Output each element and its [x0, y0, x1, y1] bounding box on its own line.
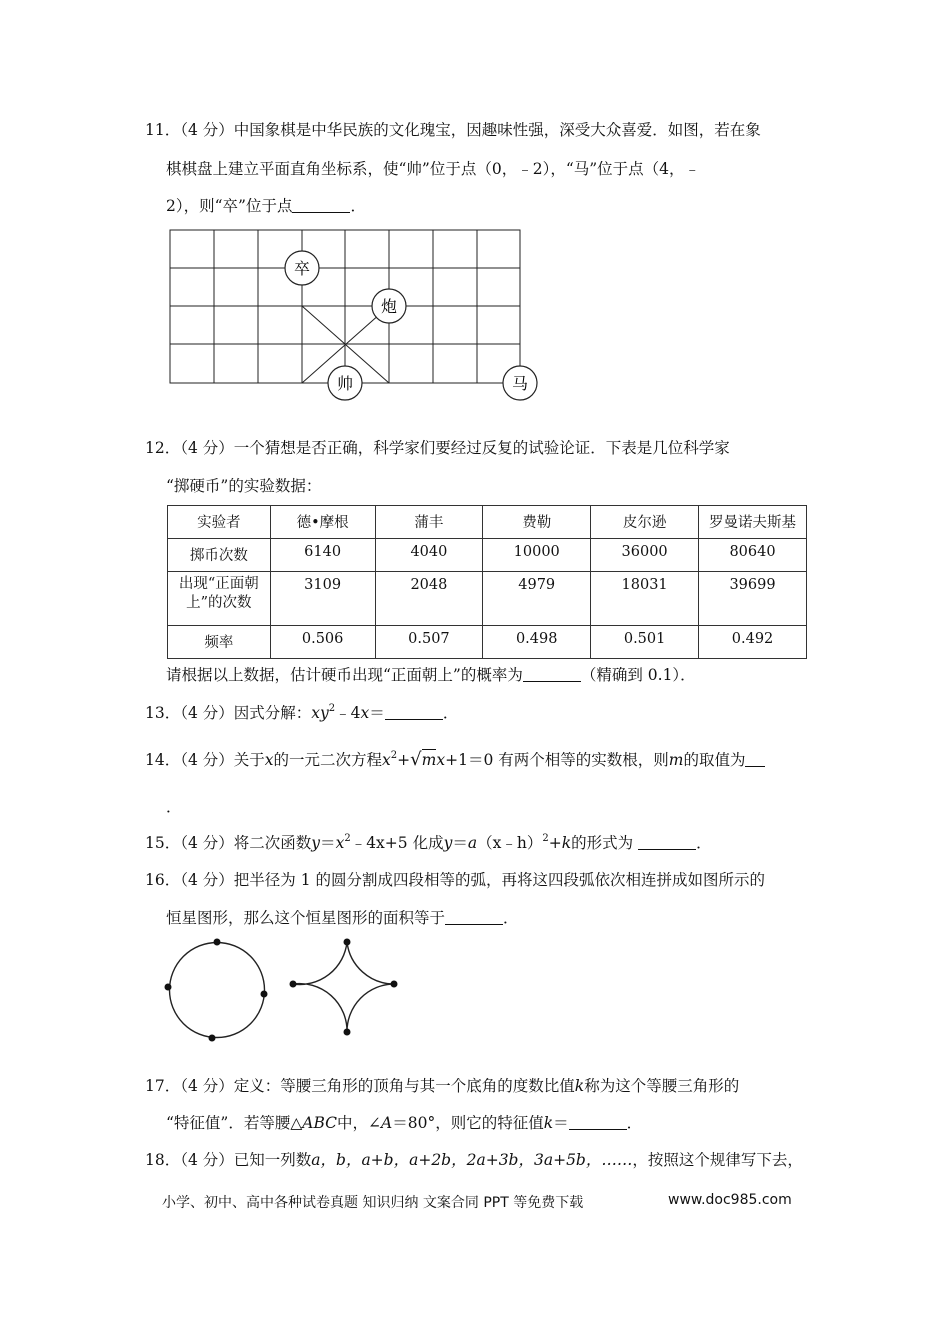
q18-text-b: ，按照这个规律写下去， — [632, 1151, 803, 1169]
q15-text-f: 的形式为 — [571, 834, 634, 852]
table-cell: 0.507 — [375, 626, 483, 659]
q14-text-a: （4 分）关于 — [180, 751, 265, 769]
q14-answer-blank — [745, 752, 765, 767]
q17-text-2c: ＝80°，则它的特征值 — [392, 1114, 544, 1132]
var-y: y — [320, 704, 329, 722]
table-header-row — [168, 506, 807, 539]
q16-number: 16． — [145, 871, 181, 889]
sqrt-sign: √ — [410, 749, 422, 770]
piece-ma — [503, 366, 537, 400]
q13-text: （4 分）因式分解： — [180, 704, 312, 722]
var-x: x — [382, 751, 391, 769]
piece-shuai — [328, 366, 362, 400]
q17-line1 — [145, 1076, 739, 1096]
table-cell: 39699 — [699, 572, 807, 626]
circle-star-figure — [160, 930, 410, 1045]
q13-end: ． — [442, 704, 459, 722]
table-cell: 0.501 — [591, 626, 699, 659]
exponent: 2 — [344, 833, 351, 844]
q17-number: 17． — [145, 1077, 181, 1095]
q18-sequence: a，b，a+b，a+2b，2a+3b，3a+5b，…… — [311, 1151, 633, 1169]
q14-number: 14． — [145, 751, 181, 769]
q15-equals: ＝ — [452, 834, 468, 852]
q17-text-1a: （4 分）定义：等腰三角形的顶角与其一个底角的度数比值 — [180, 1077, 575, 1095]
q11-line2: 棋棋盘上建立平面直角坐标系，使“帅”位于点（0，﹣2），“马”位于点（4，﹣ — [166, 160, 701, 178]
q17-text-2a: “特征值”．若等腰△ — [166, 1114, 303, 1132]
table-cell: 出现“正面朝上”的次数 — [168, 572, 271, 626]
exponent: 2 — [390, 750, 398, 761]
table-cell: 2048 — [375, 572, 483, 626]
var-x: x — [335, 834, 345, 852]
var-k: k — [574, 1077, 585, 1095]
table-row — [168, 539, 807, 572]
q12-after-table — [166, 665, 696, 685]
q11-number: 11． — [145, 121, 181, 139]
q12-text-4: （精确到 0.1）． — [580, 666, 696, 684]
q16-text-2: 恒星图形，那么这个恒星图形的面积等于 — [166, 909, 446, 927]
q15-answer-blank — [638, 835, 696, 850]
q12-line2: “掷硬币”的实验数据： — [166, 477, 322, 495]
q16-line1 — [145, 870, 765, 890]
table-row — [168, 626, 807, 659]
var-y: y — [311, 834, 321, 852]
table-cell: 3109 — [270, 572, 375, 626]
table-cell: 10000 — [483, 539, 591, 572]
sqrt-radicand — [422, 749, 437, 769]
piece-shuai-label: 帅 — [336, 374, 354, 393]
coin-experiment-table — [167, 505, 807, 659]
q16-text-1: （4 分）把半径为 1 的圆分割成四段相等的弧，再将这四段弧依次相连拼成如图所示的 — [180, 871, 765, 889]
q16-answer-blank — [445, 910, 503, 925]
var-k: k — [543, 1114, 554, 1132]
var-x: x — [436, 751, 446, 769]
q13-number: 13． — [145, 704, 181, 722]
q16-line2 — [166, 908, 519, 928]
table-cell: 0.506 — [270, 626, 375, 659]
var-m: m — [668, 751, 684, 769]
var-m: m — [421, 751, 437, 769]
q15-number: 15． — [145, 834, 181, 852]
piece-zu-label: 卒 — [293, 259, 311, 278]
table-cell: 0.498 — [483, 626, 591, 659]
table-header-cell: 费勒 — [483, 506, 591, 539]
q17-text-2b: 中，∠ — [337, 1114, 382, 1132]
table-cell: 18031 — [591, 572, 699, 626]
var-A: A — [381, 1114, 393, 1132]
q11-end: ． — [350, 197, 366, 215]
q11-answer-blank — [292, 198, 350, 213]
exponent: 2 — [328, 703, 336, 714]
q13-mid: ﹣4 — [335, 704, 361, 722]
plus-sign: + — [397, 751, 411, 769]
table-cell: 4979 — [483, 572, 591, 626]
q13-answer-blank — [385, 705, 443, 720]
piece-zu — [285, 251, 319, 285]
q15-text-d: （x﹣h） — [477, 834, 543, 852]
q15-line: 15．（4 分）将二次函数$y=x^2﹣4x+5$ 化成y＝a（x﹣h）$^2$+k的形式为 ． — [145, 833, 712, 852]
var-a: a — [467, 834, 478, 852]
exponent: 2 — [542, 833, 549, 844]
piece-pao — [372, 289, 406, 323]
q13-line: 13．（4 分）因式分解：$xy^2﹣4x=$ ． — [145, 703, 459, 722]
q17-line2 — [166, 1113, 642, 1133]
table-cell: 掷币次数 — [168, 539, 271, 572]
q17-equals: ＝ — [553, 1114, 569, 1132]
q11-text-1: （4 分）中国象棋是中华民族的文化瑰宝，因趣味性强，深受大众喜爱．如图，若在象 — [180, 121, 761, 139]
q14-line2: ． — [166, 798, 182, 816]
table-cell: 80640 — [699, 539, 807, 572]
circle-figure — [165, 939, 268, 1042]
table-cell: 36000 — [591, 539, 699, 572]
table-cell: 0.492 — [699, 626, 807, 659]
table-cell: 频率 — [168, 626, 271, 659]
table-header-cell: 蒲丰 — [375, 506, 483, 539]
plus-sign: + — [548, 834, 562, 852]
q14-text-c: +1＝0 有两个相等的实数根，则 — [445, 751, 669, 769]
q18-number: 18． — [145, 1151, 181, 1169]
triangle-abc: ABC — [302, 1114, 338, 1132]
q15-text-b: ﹣4x+5 化成 — [350, 834, 444, 852]
q14-text-d: 的取值为 — [683, 751, 746, 769]
table-row — [168, 572, 807, 626]
table-header-cell: 罗曼诺夫斯基 — [699, 506, 807, 539]
q12-answer-blank — [523, 667, 581, 682]
piece-ma-label: 马 — [511, 374, 529, 393]
q15-end: ． — [696, 834, 712, 852]
q11-line1 — [145, 120, 761, 140]
q11-text-3: 2），则“卒”位于点 — [166, 197, 293, 215]
var-x: x — [311, 704, 321, 722]
q17-text-1b: 称为这个等腰三角形的 — [584, 1077, 740, 1095]
piece-pao-label: 炮 — [380, 297, 398, 316]
q18-line — [145, 1150, 803, 1170]
q14-text-b: 的一元二次方程 — [273, 751, 383, 769]
q18-text-a: （4 分）已知一列数 — [180, 1151, 312, 1169]
chess-board-figure — [160, 225, 550, 405]
table-header-cell: 实验者 — [168, 506, 271, 539]
var-k: k — [561, 834, 572, 852]
q12-line1 — [145, 438, 730, 458]
var-x: x — [360, 704, 370, 722]
footer-promo-text: 小学、初中、高中各种试卷真题 知识归纳 文案合同 PPT 等免费下载 — [162, 1195, 584, 1211]
star-figure — [290, 939, 398, 1036]
table-header-cell: 德•摩根 — [270, 506, 375, 539]
q17-end: ． — [626, 1114, 643, 1132]
var-y: y — [443, 834, 453, 852]
q12-text-3: 请根据以上数据，估计硬币出现“正面朝上”的概率为 — [166, 666, 523, 684]
q12-number: 12． — [145, 439, 181, 457]
var-x: x — [264, 751, 274, 769]
q11-line3 — [166, 196, 366, 216]
q12-text-1: （4 分）一个猜想是否正确，科学家们要经过反复的试验论证．下表是几位科学家 — [180, 439, 730, 457]
table-cell: 4040 — [375, 539, 483, 572]
table-header-cell: 皮尔逊 — [591, 506, 699, 539]
q16-end: ． — [503, 909, 519, 927]
footer-website-link[interactable]: www.doc985.com — [668, 1192, 792, 1208]
table-cell: 6140 — [270, 539, 375, 572]
q14-line1 — [145, 750, 765, 770]
q17-answer-blank — [569, 1115, 627, 1130]
q15-text-a: （4 分）将二次函数 — [180, 834, 312, 852]
